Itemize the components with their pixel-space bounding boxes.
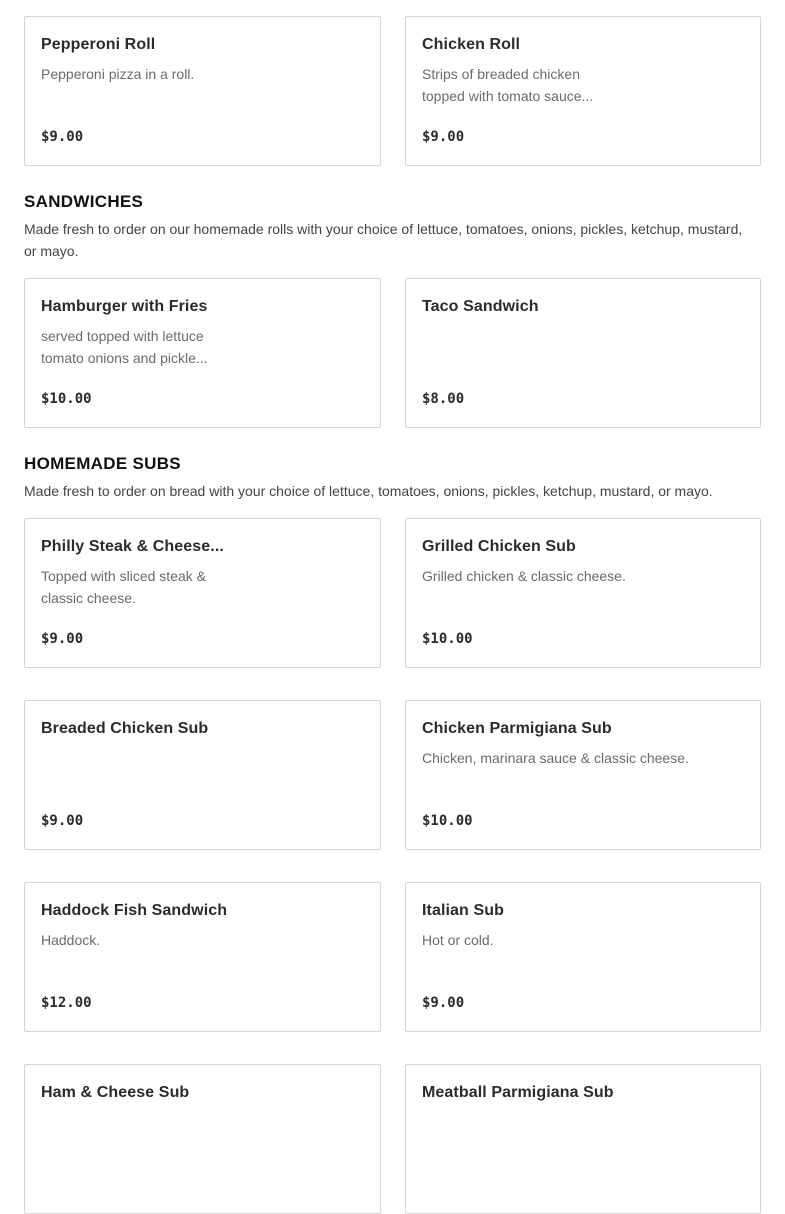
menu-item-price: $10.00 (422, 631, 473, 647)
menu-item-price: $10.00 (422, 813, 473, 829)
menu-item-name: Grilled Chicken Sub (422, 538, 576, 555)
menu-item-price: $9.00 (422, 995, 465, 1011)
menu-item-price: $9.00 (41, 129, 84, 145)
menu-item-name: Chicken Roll (422, 36, 521, 53)
menu-item-description: Haddock. (41, 932, 101, 948)
section-title-sandwiches: SANDWICHES (24, 192, 144, 211)
section-description-sandwiches: Made fresh to order on our homemade rolls with your choice of lettuce, tomatoes, onions, pickles, ketchup, mustard, or mayo. (24, 221, 743, 259)
menu-item-card[interactable] (405, 16, 761, 166)
menu-item-card[interactable] (24, 1064, 381, 1214)
menu-item-description: Pepperoni pizza in a roll. (41, 66, 195, 82)
menu-item-name: Hamburger with Fries (41, 298, 208, 315)
menu-item-description: Grilled chicken & classic cheese. (422, 568, 626, 584)
menu-item-card[interactable] (405, 518, 761, 668)
menu-item-name: Breaded Chicken Sub (41, 720, 209, 737)
menu-item-price: $10.00 (41, 391, 92, 407)
menu-item-card[interactable] (405, 700, 761, 850)
menu-item-description: Chicken, marinara sauce & classic cheese. (422, 750, 689, 766)
section-title-subs: HOMEMADE SUBS (24, 454, 181, 473)
menu-item-card[interactable] (24, 278, 381, 428)
menu-item-name: Italian Sub (422, 902, 504, 919)
menu-item-price: $9.00 (41, 813, 84, 829)
menu-item-name: Philly Steak & Cheese... (41, 538, 224, 555)
menu-item-description: Topped with sliced steak & classic cheese. (41, 568, 206, 606)
menu-item-name: Pepperoni Roll (41, 36, 156, 53)
menu-item-card[interactable] (405, 1064, 761, 1214)
menu-item-price: $9.00 (422, 129, 465, 145)
section-description-subs: Made fresh to order on bread with your choice of lettuce, tomatoes, onions, pickles, ketchup, mustard, or mayo. (24, 483, 713, 499)
menu-item-card[interactable] (405, 278, 761, 428)
menu-item-name: Ham & Cheese Sub (41, 1084, 190, 1101)
menu-item-price: $8.00 (422, 391, 465, 407)
menu-item-name: Haddock Fish Sandwich (41, 902, 228, 919)
menu-item-description: served topped with lettuce tomato onions and pickle... (41, 328, 208, 366)
menu-item-card[interactable] (24, 700, 381, 850)
menu-item-card[interactable] (24, 882, 381, 1032)
menu-item-description: Hot or cold. (422, 932, 494, 948)
menu-item-name: Taco Sandwich (422, 298, 539, 315)
menu-item-description: Strips of breaded chicken topped with tomato sauce... (422, 66, 594, 104)
menu-item-name: Meatball Parmigiana Sub (422, 1084, 614, 1101)
menu-item-card[interactable] (405, 882, 761, 1032)
menu-item-card[interactable] (24, 518, 381, 668)
menu-item-name: Chicken Parmigiana Sub (422, 720, 612, 737)
menu-item-card[interactable] (24, 16, 381, 166)
menu-item-price: $12.00 (41, 995, 92, 1011)
menu-item-price: $9.00 (41, 631, 84, 647)
